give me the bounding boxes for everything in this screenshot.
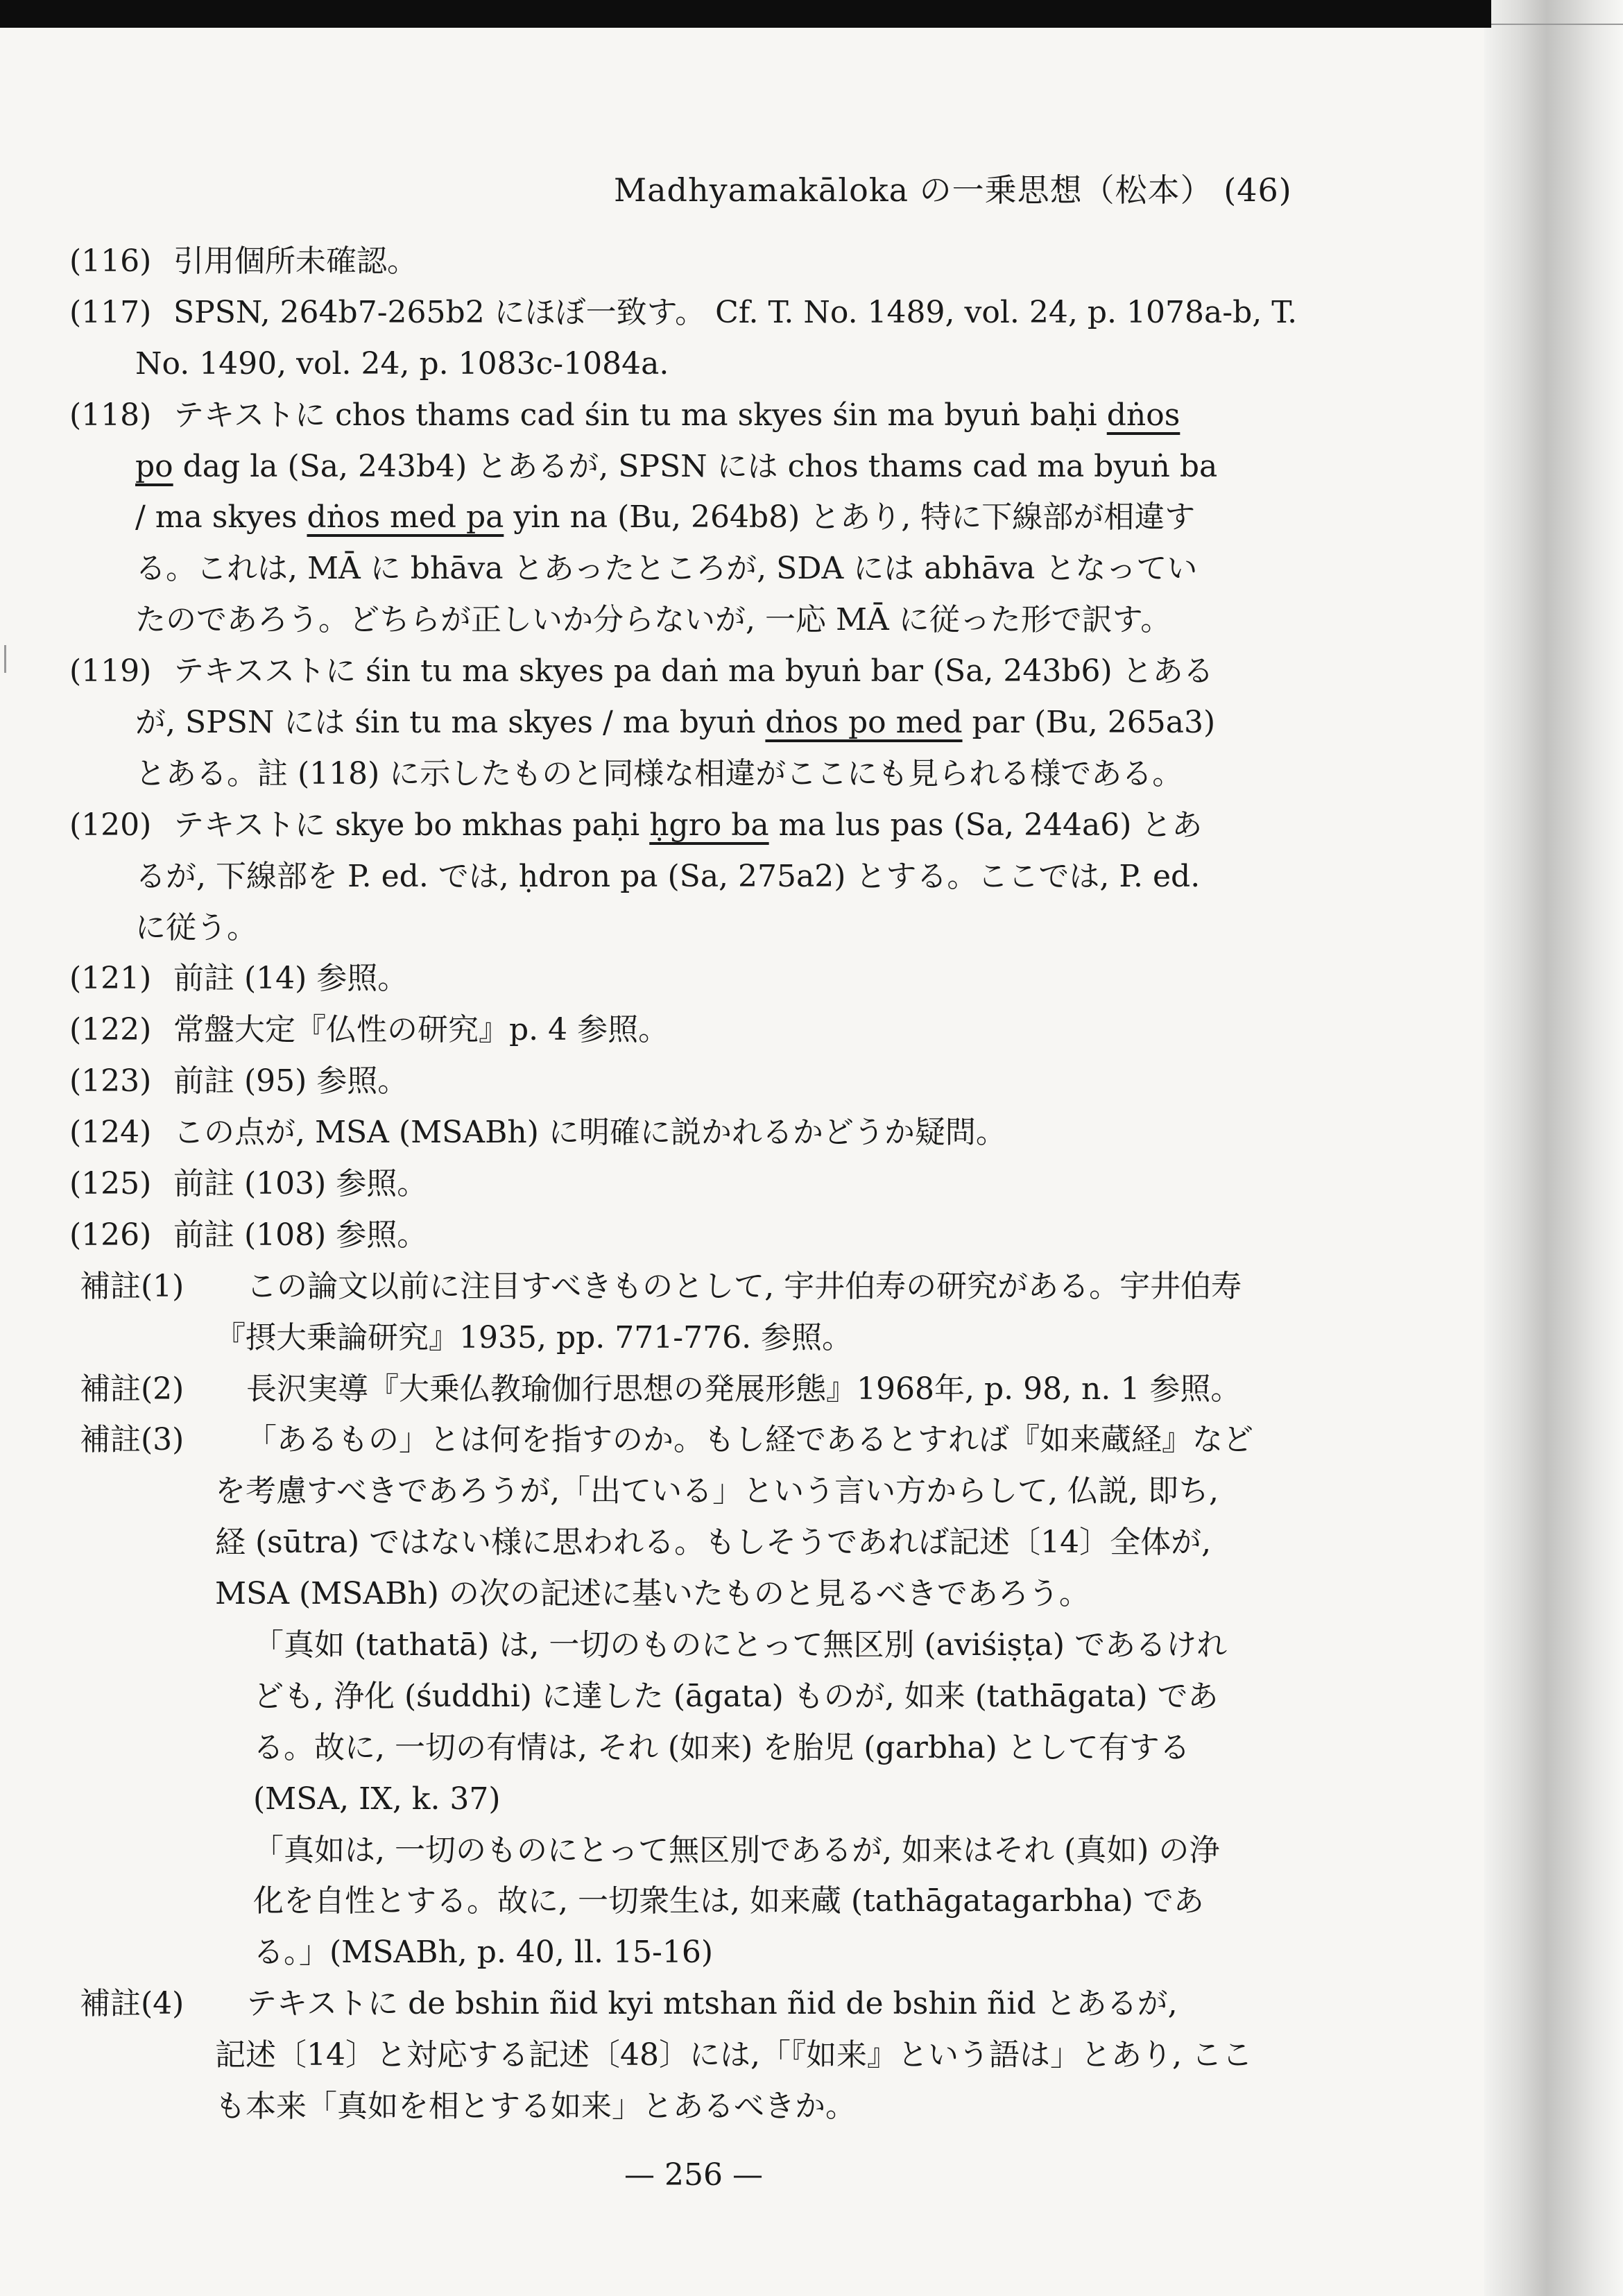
quote-line: (MSA, IX, k. 37) (253, 1781, 501, 1817)
note-number: (123) (69, 1063, 152, 1099)
supp-label: 補註(2) (80, 1371, 184, 1407)
scan-top-border (0, 0, 1491, 28)
quote-line: る。故に, 一切の有情は, それ (如来) を胎児 (garbha) として有する (253, 1730, 1190, 1765)
page-edge-shadow (1484, 0, 1623, 2296)
quote-line: る。」(MSABh, p. 40, ll. 15-16) (253, 1935, 714, 1970)
note-line: テキストに chos thams cad śin tu ma skyes śin ma byuṅ baḥi dṅos (173, 397, 1180, 433)
supp-label: 補註(3) (80, 1422, 184, 1457)
underlined-text: dṅos po med (765, 705, 963, 740)
note-line: が, SPSN には śin tu ma skyes / ma byuṅ dṅos po med par (Bu, 265a3) (135, 705, 1216, 740)
quote-line: 「真如は, 一切のものにとって無区別であるが, 如来はそれ (真如) の浄 (253, 1833, 1220, 1868)
note-number: (124) (69, 1115, 152, 1150)
note-number: (117) (69, 295, 152, 330)
note-number: (120) (69, 807, 152, 843)
underlined-text: dṅos (1106, 397, 1180, 433)
supp-label: 補註(1) (80, 1269, 184, 1304)
note-text: この点が, MSA (MSABh) に明確に説かれるかどうか疑問。 (173, 1115, 1006, 1150)
note-text: No. 1490, vol. 24, p. 1083c-1084a. (135, 346, 669, 382)
note-line: とある。註 (118) に示したものと同様な相違がここにも見られる様である。 (135, 756, 1183, 791)
note-text: SPSN, 264b7-265b2 にほぼ一致す。 Cf. T. No. 1489, vol. 24, p. 1078a-b, T. (173, 295, 1298, 330)
note-text: 前註 (95) 参照。 (173, 1063, 409, 1099)
note-number: (118) (69, 397, 152, 433)
supp-line: 長沢実導『大乗仏教瑜伽行思想の発展形態』1968年, p. 98, n. 1 参照。 (246, 1371, 1242, 1407)
supp-line: MSA (MSABh) の次の記述に基いたものと見るべきであろう。 (215, 1576, 1090, 1611)
supp-line: この論文以前に注目すべきものとして, 宇井伯寿の研究がある。宇井伯寿 (246, 1269, 1242, 1304)
note-line: るが, 下線部を P. ed. では, ḥdron pa (Sa, 275a2) とする。ここでは, P. ed. (135, 859, 1201, 894)
supp-label: 補註(4) (80, 1986, 184, 2021)
quote-line: 「真如 (tathatā) は, 一切のものにとって無区別 (aviśiṣṭa) であるけれ (253, 1627, 1228, 1663)
scan-top-line (1491, 24, 1623, 25)
underlined-text: po (135, 449, 173, 484)
note-number: (116) (69, 243, 152, 279)
note-line: に従う。 (135, 910, 257, 945)
note-number: (119) (69, 653, 152, 689)
note-line: / ma skyes dṅos med pa yin na (Bu, 264b8) とあり, 特に下線部が相違す (135, 499, 1196, 535)
page-number: — 256 — (624, 2157, 763, 2193)
note-line: テキスストに śin tu ma skyes pa daṅ ma byuṅ bar (Sa, 243b6) とある (173, 653, 1214, 689)
supp-line: テキストに de bshin ñid kyi mtshan ñid de bshin ñid とあるが, (246, 1986, 1178, 2021)
quote-line: ども, 浄化 (śuddhi) に達した (āgata) ものが, 如来 (tathāgata) であ (253, 1679, 1219, 1714)
scan-left-mark (4, 645, 6, 673)
note-line: る。これは, MĀ に bhāva とあったところが, SDA には abhāva となってい (135, 551, 1198, 586)
note-text: 前註 (14) 参照。 (173, 961, 409, 996)
note-line: テキストに skye bo mkhas paḥi ḥgro ba ma lus pas (Sa, 244a6) とあ (173, 807, 1203, 843)
supp-line: も本来「真如を相とする如来」とあるべきか。 (215, 2089, 856, 2124)
note-text: 引用個所未確認。 (173, 243, 418, 279)
note-number: (125) (69, 1166, 152, 1201)
note-text: 常盤大定『仏性の研究』p. 4 参照。 (173, 1012, 669, 1047)
supp-line: 記述〔14〕と対応する記述〔48〕には,「『如来』という語は」とあり, ここ (215, 2037, 1253, 2073)
supp-line: 経 (sūtra) ではない様に思われる。もしそうであれば記述〔14〕全体が, (215, 1525, 1212, 1560)
running-header: Madhyamakāloka の一乗思想（松本） (46) (614, 171, 1292, 209)
note-number: (121) (69, 961, 152, 996)
note-line: po dag la (Sa, 243b4) とあるが, SPSN には chos thams cad ma byuṅ ba (135, 449, 1218, 484)
supp-line: を考慮すべきであろうが,「出ている」という言い方からして, 仏説, 即ち, (215, 1473, 1219, 1509)
supp-line: 「あるもの」とは何を指すのか。もし経であるとすれば『如来蔵経』など (246, 1422, 1253, 1457)
underlined-text: ḥgro ba (649, 807, 769, 843)
quote-line: 化を自性とする。故に, 一切衆生は, 如来蔵 (tathāgatagarbha) であ (253, 1883, 1204, 1919)
note-line: たのであろう。どちらが正しいか分らないが, 一応 MĀ に従った形で訳す。 (135, 602, 1171, 637)
note-text: 前註 (103) 参照。 (173, 1166, 428, 1201)
underlined-text: dṅos med pa (307, 499, 504, 535)
note-text: 前註 (108) 参照。 (173, 1217, 428, 1253)
note-number: (122) (69, 1012, 152, 1047)
note-number: (126) (69, 1217, 152, 1253)
supp-line: 『摂大乗論研究』1935, pp. 771-776. 参照。 (215, 1320, 853, 1355)
